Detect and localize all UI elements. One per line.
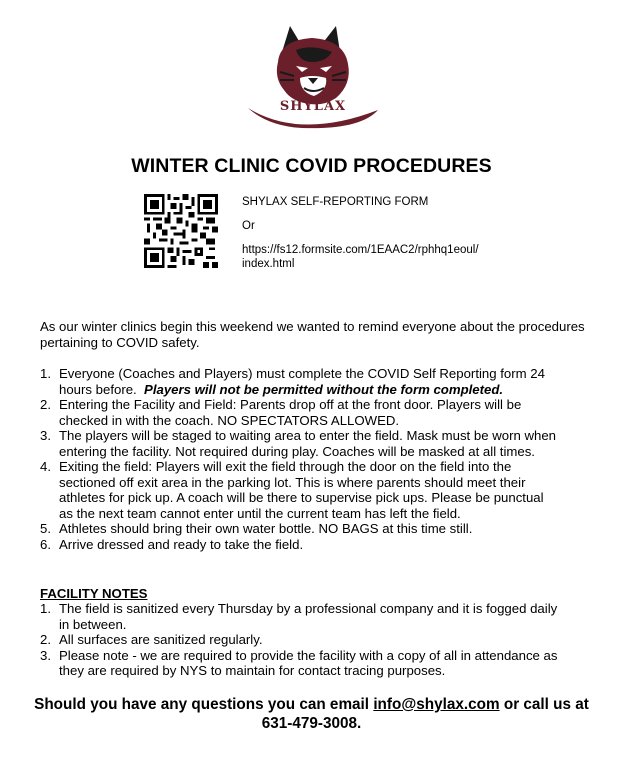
email-link[interactable]: info@shylax.com (373, 696, 500, 713)
form-url-line1[interactable]: https://fs12.formsite.com/1EAAC2/rphhq1eoul/ (242, 244, 479, 256)
intro-paragraph: As our winter clinics begin this weekend we wanted to remind everyone about the procedures pertaining to COVID safety. (40, 319, 585, 350)
list-item (40, 397, 560, 428)
list-text: All surfaces are sanitized regularly. (59, 632, 263, 647)
list-item (40, 601, 565, 632)
list-item (40, 459, 560, 521)
page-title: WINTER CLINIC COVID PROCEDURES (131, 155, 492, 177)
shylax-logo (240, 22, 385, 132)
list-text: Entering the Facility and Field: Parents drop off at the front door. Players will be checked in with the coach. NO SPECTATORS ALLOWED. (59, 397, 522, 428)
form-heading: SHYLAX SELF-REPORTING FORM (242, 196, 429, 208)
list-number: 6. (40, 536, 51, 552)
list-text: Everyone (Coaches and Players) must complete the COVID Self Reporting form 24 hours before. (59, 366, 545, 397)
list-item (40, 521, 560, 537)
contact-suffix: or call us at 631-479-3008. (261, 696, 589, 732)
list-number: 3. (40, 428, 51, 443)
logo-text: SHYLAX (279, 99, 347, 114)
list-item (40, 428, 560, 459)
list-number: 4. (40, 459, 51, 474)
list-text: The players will be staged to waiting area to enter the field. Mask must be worn when entering the facility. Not required during play. Coaches will be masked at all times. (59, 428, 556, 459)
list-emphasis: Players will not be permitted without the form completed. (144, 381, 504, 397)
list-item (40, 632, 565, 648)
qr-code-icon (144, 194, 218, 268)
form-url[interactable] (242, 243, 512, 271)
list-number: 1. (40, 601, 51, 616)
contact-prefix: Should you have any questions you can email (34, 696, 374, 713)
list-text: The field is sanitized every Thursday by a professional company and it is fogged daily in between. (59, 601, 558, 632)
qr-code[interactable] (144, 194, 218, 268)
list-item (40, 648, 565, 679)
list-text: Arrive dressed and ready to take the field. (59, 536, 304, 552)
list-text: Exiting the field: Players will exit the field through the door on the field into the sectioned off exit area in the parking lot. This is where parents should meet their athletes for pick up. A coach will be there to supervise pick ups. Please be punctual as the next team cannot enter until the current team has left the field. (59, 459, 544, 521)
or-text: Or (242, 220, 255, 232)
procedure-list (40, 366, 560, 552)
form-url-line2[interactable]: index.html (242, 258, 295, 270)
list-item (40, 537, 560, 553)
self-reporting-form-info (242, 195, 512, 271)
list-number: 1. (40, 366, 51, 381)
list-number: 5. (40, 521, 51, 536)
list-number: 2. (40, 397, 51, 412)
facility-notes-heading: FACILITY NOTES (40, 586, 148, 601)
list-text: Athletes should bring their own water bottle. NO BAGS at this time still. (59, 521, 473, 536)
facility-notes-list (40, 601, 565, 679)
contact-info (30, 695, 593, 733)
list-text: Please note - we are required to provide the facility with a copy of all in attendance as they are required by NYS to maintain for contact tracing purposes. (59, 647, 558, 678)
list-number: 2. (40, 632, 51, 647)
wildcat-logo-icon (240, 22, 385, 132)
list-item (40, 366, 560, 397)
list-number: 3. (40, 647, 51, 663)
